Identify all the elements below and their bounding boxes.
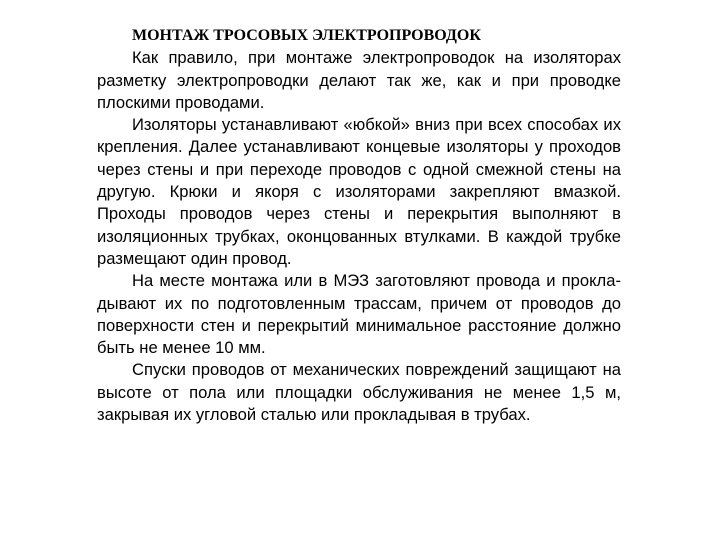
- paragraph-1: Как правило, при монтаже электропроводок на изоляторах разметку электропроводки делают так же, как и при проводке плоскими проводами.: [97, 48, 621, 112]
- document-page: [97, 25, 621, 426]
- document-title: МОНТАЖ ТРОСОВЫХ ЭЛЕКТРОПРОВОДОК: [132, 27, 481, 44]
- paragraph-4: Спуски проводов от механических повреждений защищают на высоте от пола или площадки обслуживания не менее 1,5 м, закрывая их угловой сталью или прокладывая в трубах.: [97, 360, 621, 425]
- paragraph-3: На месте монтажа или в МЭЗ заготовляют провода и прокла-дывают их по подготовленным трассам, причем от проводов до поверхности стен и перекрытий минимальное расстояние должно быть не менее 10 мм.: [97, 271, 621, 358]
- paragraph-2: Изоляторы устанавливают «юбкой» вниз при всех способах их крепления. Далее устанавливают концевые изоляторы у проходов через стены и при переходе проводов с одной смежной стены на другую. Крюки и якоря с изоляторами закрепляют вмазкой. Проходы проводов через стены и перекрытия выполняют в изоляционных трубках, оконцованных втулками. В каждой трубке размещают один провод.: [97, 115, 621, 268]
